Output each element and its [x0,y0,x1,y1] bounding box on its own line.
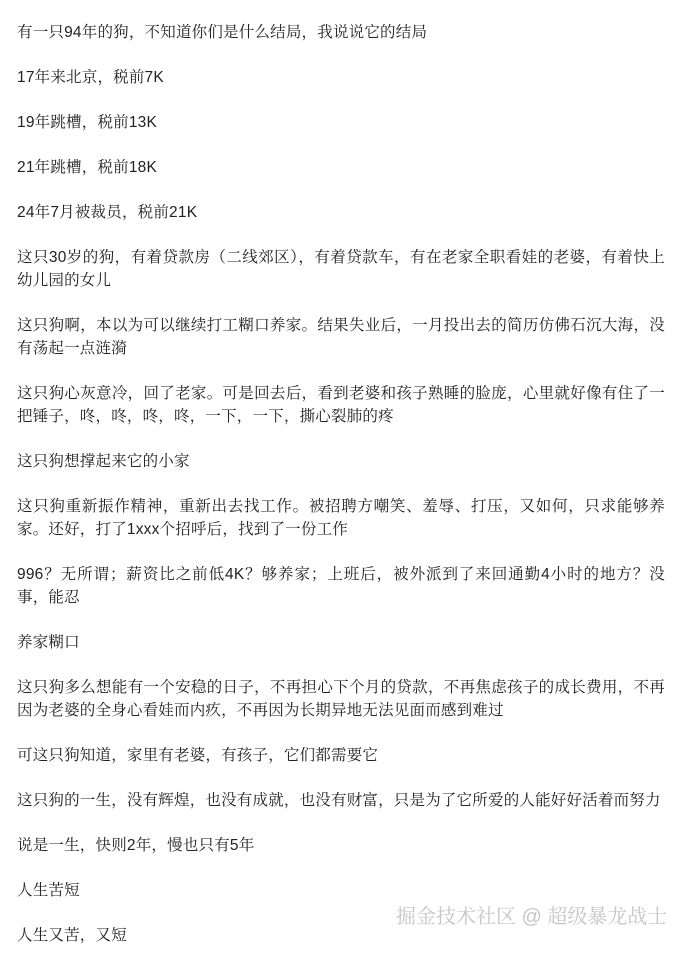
post-paragraph: 养家糊口 [17,634,80,651]
post-paragraph: 这只狗多么想能有一个安稳的日子，不再担心下个月的贷款，不再焦虑孩子的成长费用，不再因为老婆的全身心看娃而内疚，不再因为长期异地无法见面而感到难过 [17,679,665,719]
post-paragraph: 可这只狗知道，家里有老婆，有孩子，它们都需要它 [17,747,379,764]
post-paragraph: 人生又苦，又短 [17,927,127,944]
post-paragraph: 这只30岁的狗，有着贷款房（二线郊区），有着贷款车，有在老家全职看娃的老婆，有着快上幼儿园的女儿 [17,249,665,289]
post-paragraph: 19年跳槽，税前13K [17,114,158,131]
post-paragraph: 这只狗心灰意冷，回了老家。可是回去后，看到老婆和孩子熟睡的脸庞，心里就好像有住了一把锤子，咚，咚，咚，咚，一下，一下，撕心裂肺的疼 [17,385,665,425]
post-paragraph: 24年7月被裁员，税前21K [17,204,198,221]
watermark: 掘金技术社区 @ 超级暴龙战士 [396,906,668,928]
post-paragraph: 17年来北京，税前7K [17,69,164,86]
post-paragraph: 这只狗啊，本以为可以继续打工糊口养家。结果失业后，一月投出去的简历仿佛石沉大海，没有荡起一点涟漪 [17,317,665,357]
post-paragraph: 21年跳槽，税前18K [17,159,158,176]
post-paragraph: 这只狗重新振作精神，重新出去找工作。被招聘方嘲笑、羞辱、打压，又如何，只求能够养家。还好，打了1xxx个招呼后，找到了一份工作 [17,498,665,538]
post-paragraph: 这只狗的一生，没有辉煌，也没有成就，也没有财富，只是为了它所爱的人能好好活着而努力 [17,792,661,809]
post-paragraph: 说是一生，快则2年，慢也只有5年 [17,837,255,854]
post-paragraph: 有一只94年的狗，不知道你们是什么结局，我说说它的结局 [17,24,428,41]
post-paragraph: 人生苦短 [17,882,80,899]
post-paragraph: 这只狗想撑起来它的小家 [17,453,190,470]
post-paragraph: 996？无所谓；薪资比之前低4K？够养家；上班后，被外派到了来回通勤4小时的地方？没事，能忍 [17,566,665,606]
